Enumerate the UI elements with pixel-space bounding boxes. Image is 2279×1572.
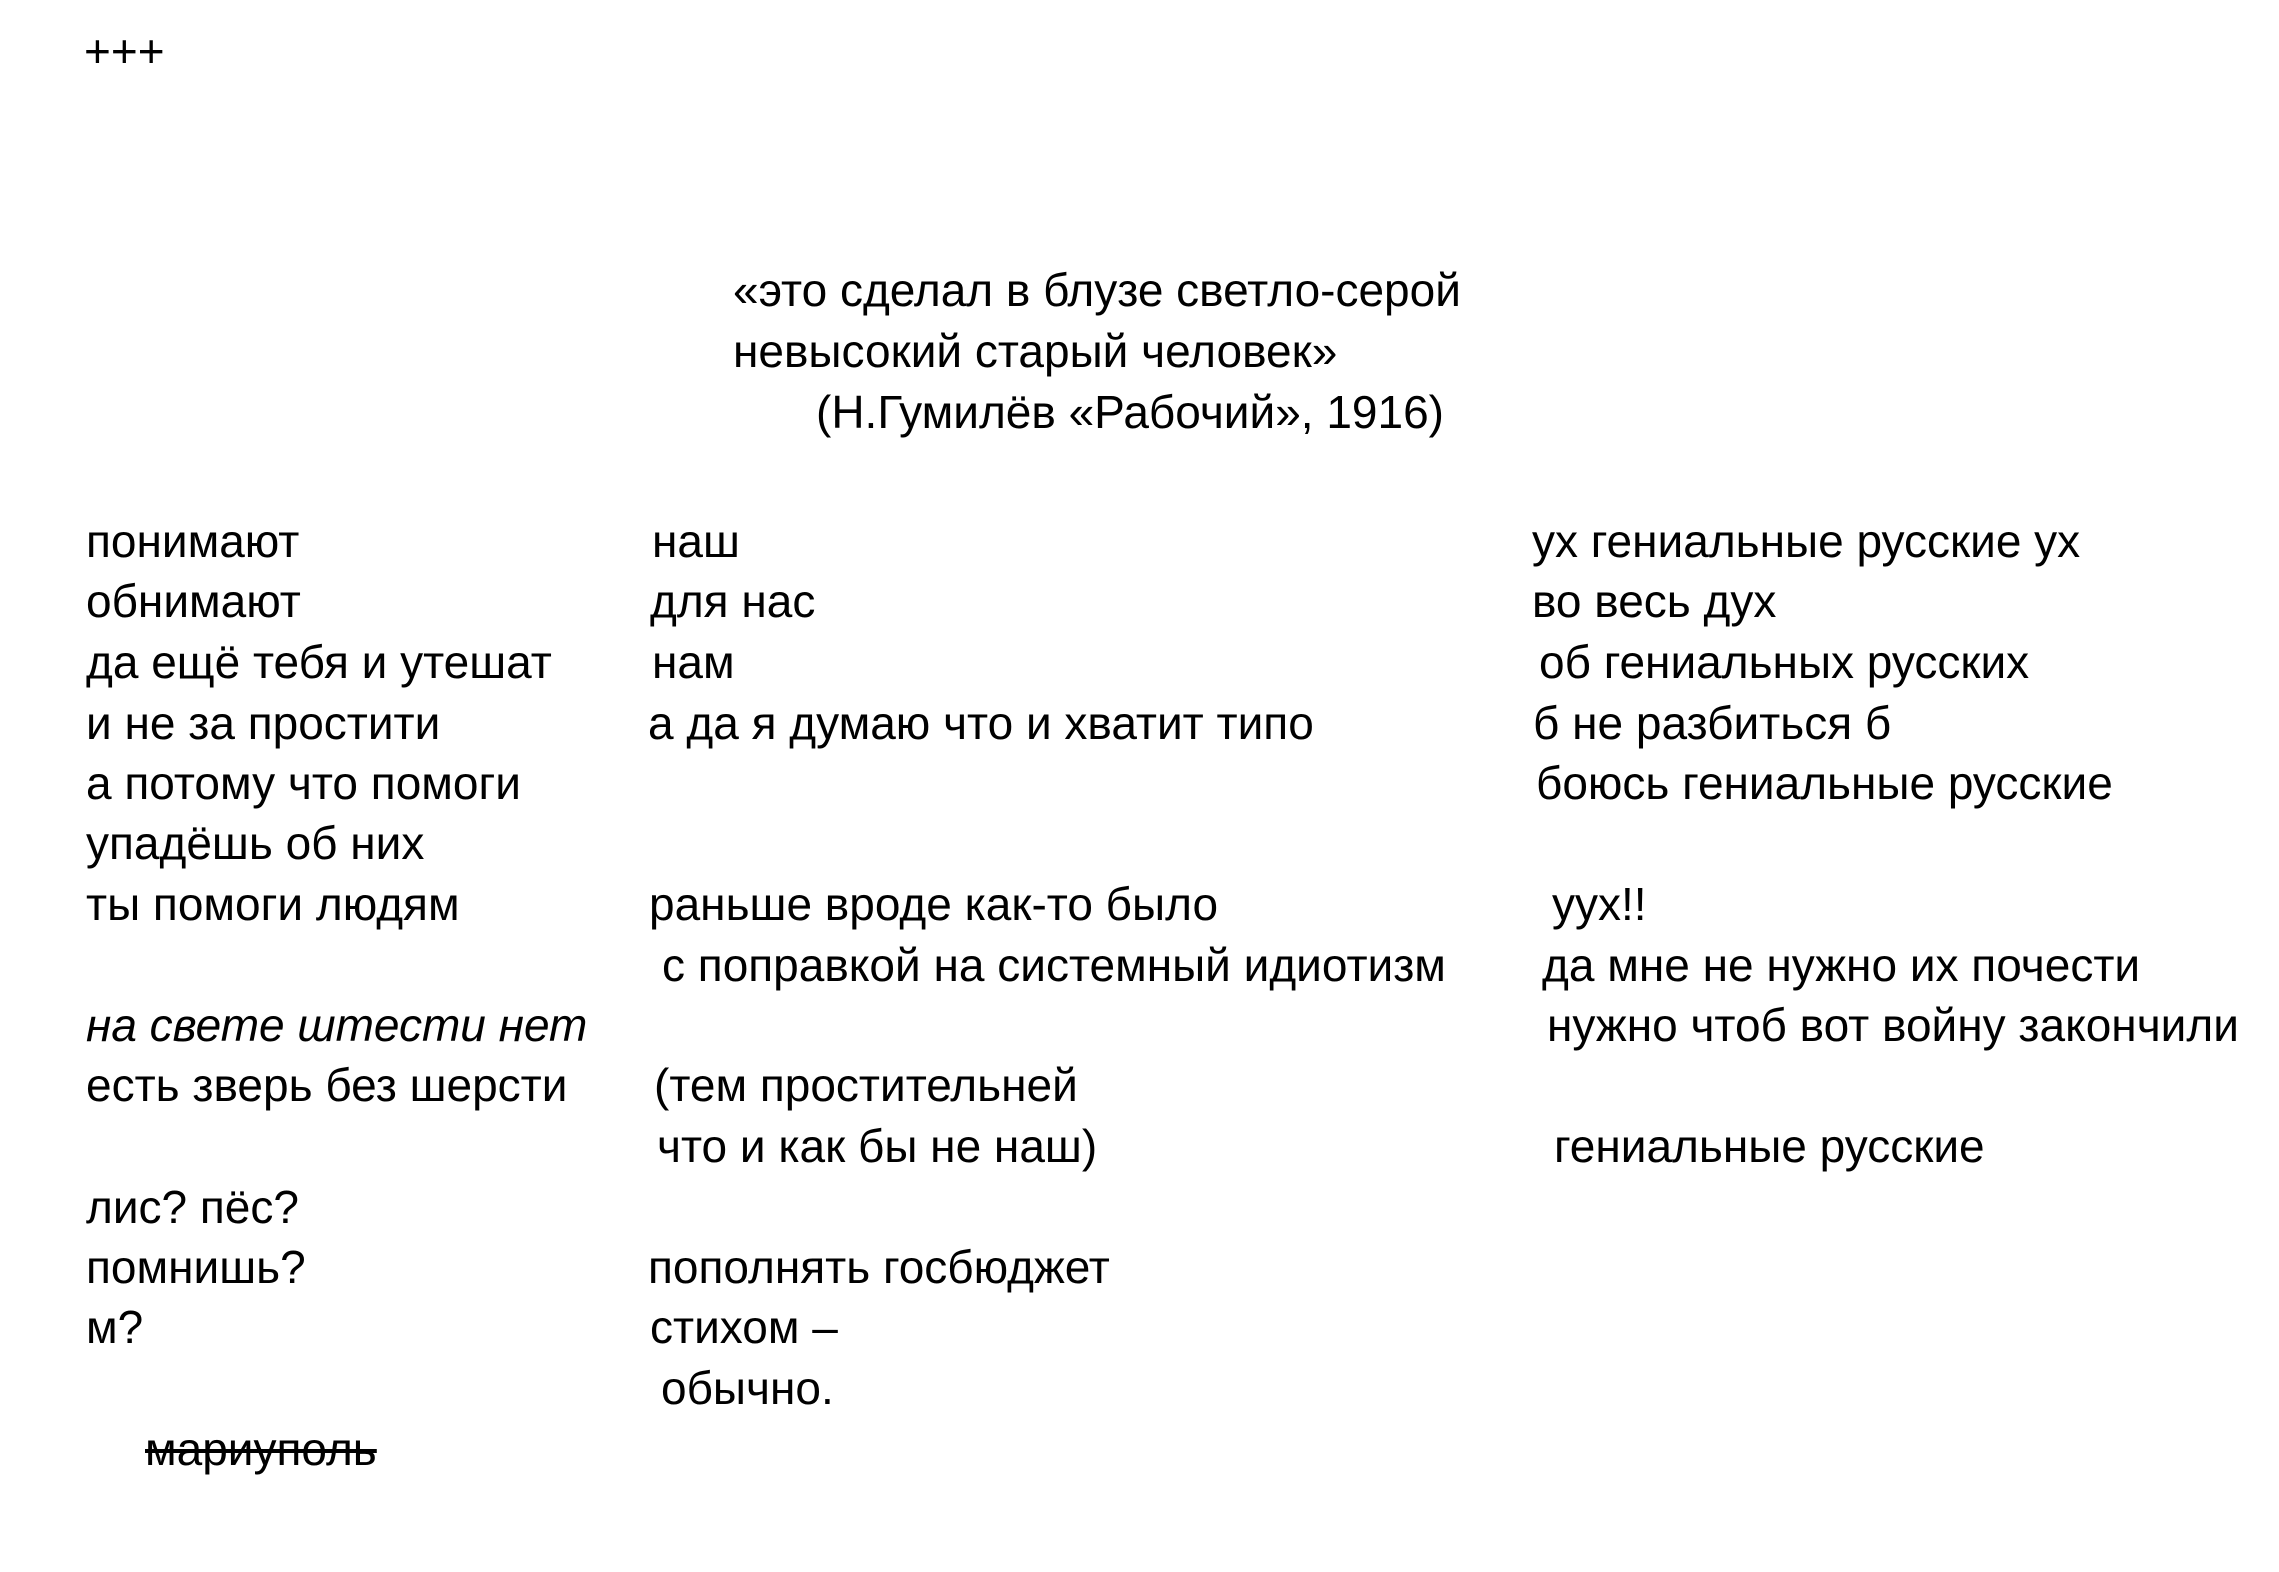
epigraph-line: «это сделал в блузе светло-серой: [733, 264, 1461, 316]
poem-line-middle: для нас: [650, 575, 816, 627]
poem-line-left: ты помоги людям: [86, 878, 460, 930]
poem-line-middle: что и как бы не наш): [657, 1120, 1098, 1172]
poem-line-left-strikethrough: мариуполь: [145, 1423, 377, 1475]
poem-line-middle: наш: [652, 515, 740, 567]
poem-line-left: да ещё тебя и утешат: [86, 636, 552, 688]
stanza-marker: +++: [84, 25, 165, 77]
epigraph-line: невысокий старый человек»: [733, 325, 1338, 377]
poem-line-left-italic: на свете штести нет: [86, 999, 588, 1051]
poem-line-left: а потому что помоги: [86, 757, 521, 809]
poem-line-middle: а да я думаю что и хватит типо: [648, 697, 1314, 749]
poem-line-right: нужно чтоб вот войну закончили: [1547, 999, 2239, 1051]
poem-line-left: и не за простити: [86, 697, 441, 749]
poem-line-middle: обычно.: [661, 1362, 834, 1414]
poem-line-left: помнишь?: [86, 1241, 306, 1293]
poem-line-left: м?: [86, 1301, 144, 1353]
poem-line-right: б не разбиться б: [1533, 697, 1892, 749]
poem-line-right: уух!!: [1552, 878, 1647, 930]
poem-line-left: обнимают: [86, 575, 301, 627]
poem-line-right: да мне не нужно их почести: [1542, 939, 2141, 991]
poem-line-middle: раньше вроде как-то было: [649, 878, 1219, 930]
poem-line-middle: стихом –: [650, 1301, 838, 1353]
poem-line-left: упадёшь об них: [86, 817, 425, 869]
poem-line-right: во весь дух: [1532, 575, 1777, 627]
poem-line-right: об гениальных русских: [1539, 636, 2030, 688]
epigraph-attribution: (Н.Гумилёв «Рабочий», 1916): [816, 386, 1444, 438]
poem-line-right: боюсь гениальные русские: [1536, 757, 2113, 809]
poem-line-middle: (тем простительней: [654, 1059, 1078, 1111]
poem-line-middle: нам: [652, 636, 735, 688]
poem-line-left: понимают: [86, 515, 300, 567]
poem-line-middle: пополнять госбюджет: [648, 1241, 1110, 1293]
poem-line-right: гениальные русские: [1554, 1120, 1985, 1172]
poem-line-right: ух гениальные русские ух: [1532, 515, 2081, 567]
poem-line-left: лис? пёс?: [86, 1181, 299, 1233]
poem-line-middle: с поправкой на системный идиотизм: [662, 939, 1446, 991]
poem-line-left: есть зверь без шерсти: [86, 1059, 568, 1111]
